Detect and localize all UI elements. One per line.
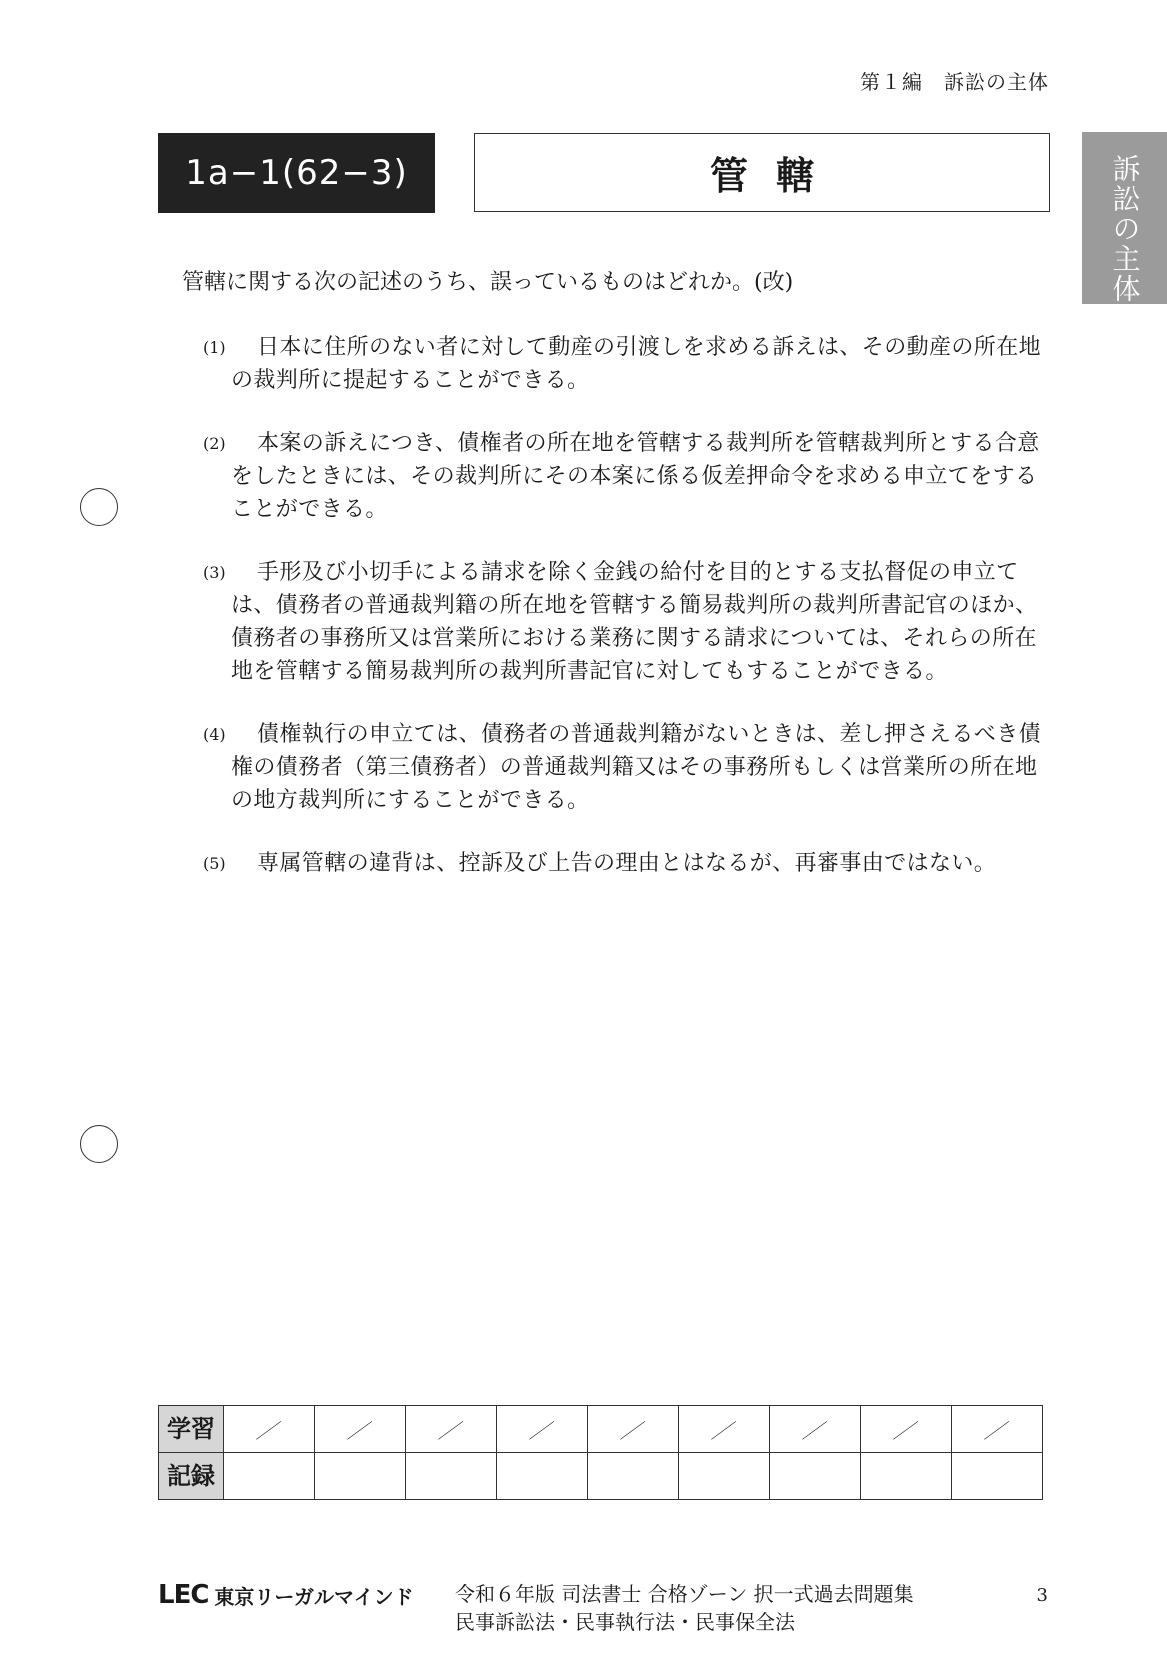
record-date-cell[interactable]: [406, 1406, 497, 1453]
problem-title-box: [474, 133, 1050, 212]
date-slash: ／: [982, 1418, 1011, 1443]
question-text: 管轄に関する次の記述のうち、誤っているものはどれか。(改): [182, 270, 794, 295]
date-slash: ／: [800, 1418, 829, 1443]
choice-list: [203, 331, 1049, 880]
record-result-cell[interactable]: [770, 1453, 861, 1500]
study-record-table: [158, 1405, 1043, 1500]
record-result-cell[interactable]: [679, 1453, 770, 1500]
date-slash: ／: [618, 1418, 647, 1443]
choice-number: (1): [203, 338, 226, 357]
record-date-cell[interactable]: [861, 1406, 952, 1453]
publisher-logo: [158, 1580, 414, 1610]
logo-mark: LEC: [158, 1580, 209, 1610]
record-result-cell[interactable]: [406, 1453, 497, 1500]
record-date-cell[interactable]: [770, 1406, 861, 1453]
side-tab-label: 訴訟の主体: [1108, 154, 1142, 304]
logo-company-name: 東京リーガルマインド: [214, 1584, 414, 1609]
book-title-line2: 民事訴訟法・民事執行法・民事保全法: [455, 1610, 795, 1634]
record-date-cell[interactable]: [679, 1406, 770, 1453]
record-date-cell[interactable]: [224, 1406, 315, 1453]
choice-text: 債権執行の申立ては、債務者の普通裁判籍がないときは、差し押さえるべき債権の債務者（第三債務者）の普通裁判籍又はその事務所もしくは営業所の所在地の地方裁判所にすることができる。: [231, 722, 1042, 813]
choice-text: 日本に住所のない者に対して動産の引渡しを求める訴えは、その動産の所在地の裁判所に提起することができる。: [231, 335, 1042, 393]
choice-number: (3): [203, 563, 226, 582]
record-date-cell[interactable]: [588, 1406, 679, 1453]
date-slash: ／: [254, 1418, 283, 1443]
chapter-side-tab: [1082, 132, 1167, 304]
date-slash: ／: [709, 1418, 738, 1443]
date-slash: ／: [436, 1418, 465, 1443]
record-result-cell[interactable]: [315, 1453, 406, 1500]
record-result-cell[interactable]: [224, 1453, 315, 1500]
date-slash: ／: [527, 1418, 556, 1443]
chapter-heading: 第１編 訴訟の主体: [860, 70, 1049, 94]
record-result-cell[interactable]: [497, 1453, 588, 1500]
page-number: 3: [1036, 1585, 1048, 1606]
record-result-cell[interactable]: [588, 1453, 679, 1500]
choice-item: [203, 331, 1049, 397]
book-title-line1: 令和６年版 司法書士 合格ゾーン 択一式過去問題集: [455, 1582, 914, 1606]
problem-number-badge: 1a−1(62−3): [158, 133, 435, 213]
choice-text: 専属管轄の違背は、控訴及び上告の理由とはなるが、再審事由ではない。: [257, 851, 997, 876]
choice-text: 手形及び小切手による請求を除く金銭の給付を目的とする支払督促の申立ては、債務者の普通裁判籍の所在地を管轄する簡易裁判所の裁判所書記官のほか、債務者の事務所又は営業所における業務に関する請求については、それらの所在地を管轄する簡易裁判所の裁判所書記官に対してもすることができる。: [231, 560, 1038, 684]
binder-hole-top: [80, 488, 118, 526]
record-label-bottom: 記録: [159, 1453, 224, 1500]
choice-text: 本案の訴えにつき、債権者の所在地を管轄する裁判所を管轄裁判所とする合意をしたときには、その裁判所にその本案に係る仮差押命令を求める申立てをすることができる。: [231, 431, 1040, 522]
record-label-top: 学習: [159, 1406, 224, 1453]
choice-item: [203, 718, 1049, 817]
date-slash: ／: [891, 1418, 920, 1443]
choice-number: (4): [203, 725, 226, 744]
choice-item: [203, 847, 1049, 880]
choice-item: [203, 556, 1049, 688]
record-result-cell[interactable]: [861, 1453, 952, 1500]
record-date-cell[interactable]: [952, 1406, 1043, 1453]
choice-number: (5): [203, 854, 226, 873]
record-result-cell[interactable]: [952, 1453, 1043, 1500]
book-title: [455, 1580, 914, 1636]
binder-hole-bottom: [80, 1125, 118, 1163]
choice-number: (2): [203, 434, 226, 453]
choice-item: [203, 427, 1049, 526]
date-slash: ／: [345, 1418, 374, 1443]
record-date-cell[interactable]: [315, 1406, 406, 1453]
problem-title: 管轄: [709, 154, 842, 198]
record-date-cell[interactable]: [497, 1406, 588, 1453]
